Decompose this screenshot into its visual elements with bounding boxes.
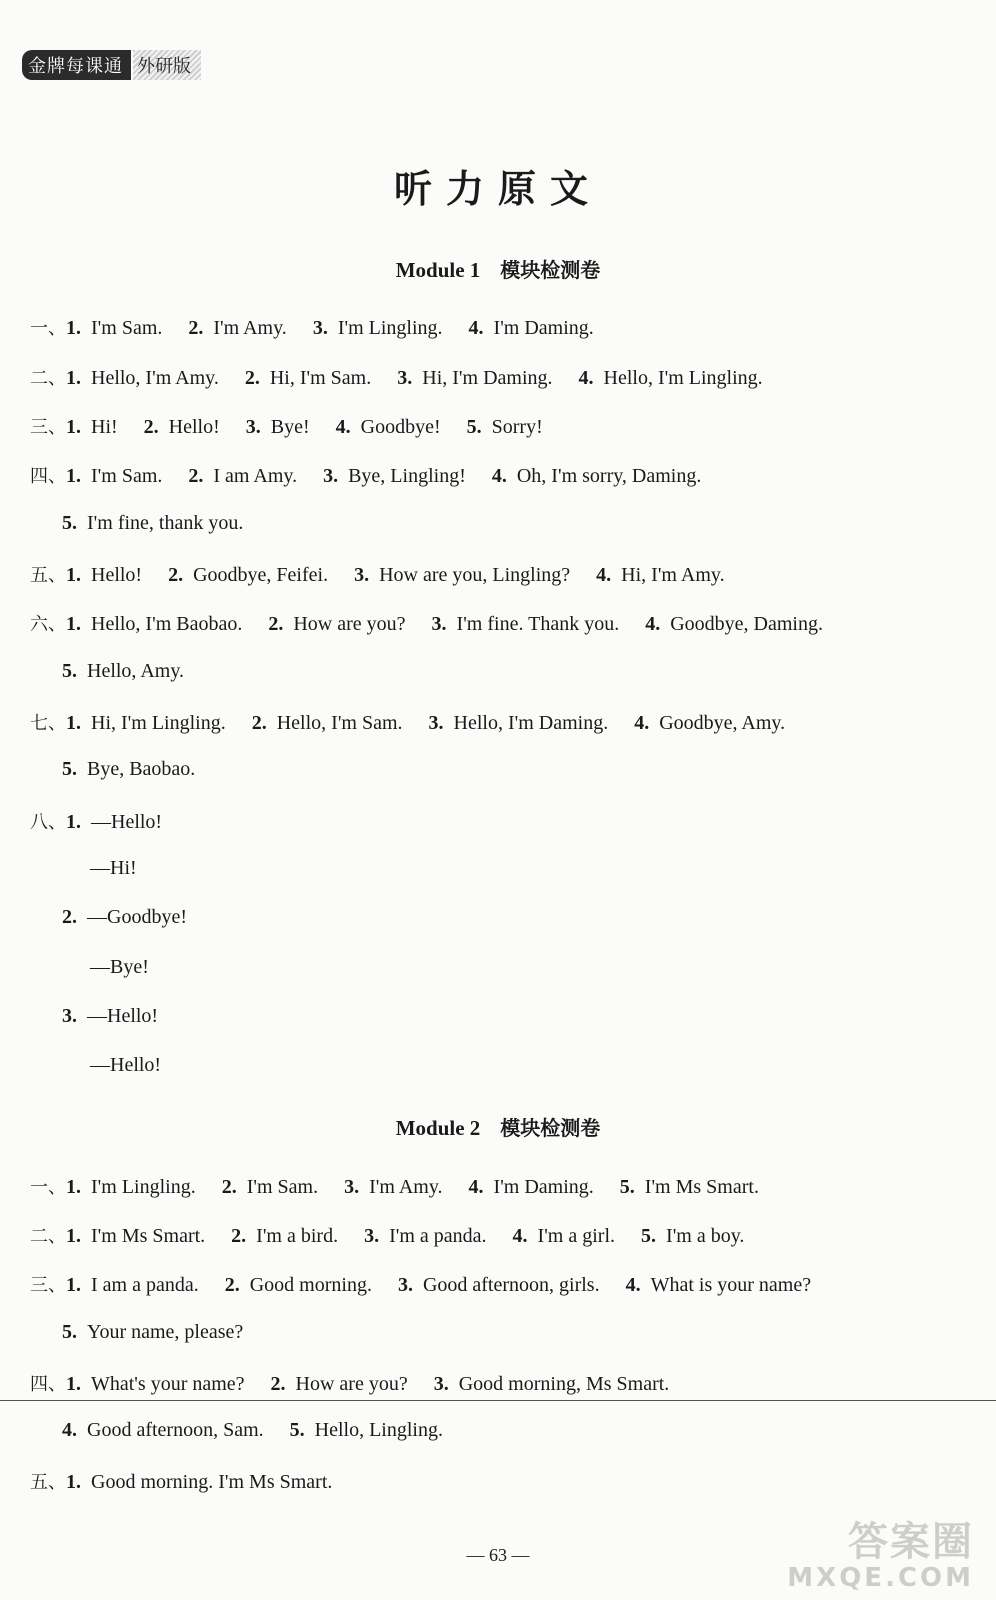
item-text: —Bye!	[90, 956, 149, 978]
item-number: 2.	[244, 367, 260, 389]
transcript-item	[66, 811, 162, 834]
item-number: 3.	[312, 317, 328, 339]
transcript-line	[30, 610, 849, 636]
transcript-line	[30, 1468, 358, 1494]
transcript-item	[364, 1225, 486, 1248]
transcript-item	[245, 367, 371, 390]
transcript-item	[90, 956, 149, 979]
item-text: Hello, Amy.	[87, 660, 185, 682]
transcript-item	[246, 416, 310, 439]
edition-label: 外研版	[133, 50, 201, 80]
item-text: Hi, I'm Daming.	[422, 367, 553, 389]
item-number: 2.	[224, 1274, 240, 1296]
item-number: 2.	[270, 1373, 286, 1395]
item-number: 1.	[66, 367, 81, 389]
transcript-line	[30, 413, 569, 439]
series-badge	[22, 52, 201, 78]
item-text: I'm Sam.	[91, 317, 163, 339]
item-text: I'm Ms Smart.	[644, 1176, 759, 1198]
transcript-item	[188, 465, 297, 488]
transcript-line	[62, 1419, 469, 1442]
item-number: 2.	[231, 1225, 247, 1247]
transcript-item	[634, 712, 785, 735]
item-text: Sorry!	[491, 416, 543, 438]
item-text: Good morning, Ms Smart.	[458, 1373, 670, 1395]
item-text: Oh, I'm sorry, Daming.	[516, 465, 702, 487]
transcript-item	[62, 1321, 243, 1344]
item-text: I'm Lingling.	[91, 1176, 196, 1198]
item-number: 1.	[66, 1471, 81, 1493]
section-number: 三、	[30, 1275, 66, 1296]
item-text: Bye, Baobao.	[87, 758, 196, 780]
transcript-line	[30, 1370, 695, 1396]
item-number: 3.	[431, 613, 447, 635]
item-number: 5.	[641, 1225, 657, 1247]
transcript-item	[271, 1373, 408, 1396]
item-text: I'm a bird.	[256, 1225, 339, 1247]
transcript-line	[62, 906, 213, 929]
section-number: 六、	[30, 614, 66, 635]
module-1-heading	[0, 254, 996, 283]
item-number: 1.	[66, 416, 81, 438]
section-number: 一、	[30, 318, 66, 339]
item-number: 1.	[66, 1225, 81, 1247]
module-subtitle: 模块检测卷	[500, 258, 601, 282]
item-text: Goodbye, Amy.	[659, 712, 786, 734]
transcript-item	[225, 1274, 372, 1297]
item-text: Hello, I'm Lingling.	[603, 367, 763, 389]
item-text: I'm Sam.	[91, 465, 163, 487]
transcript-item	[66, 1373, 245, 1396]
transcript-item	[354, 564, 570, 587]
item-number: 2.	[143, 416, 159, 438]
item-text: How are you, Lingling?	[379, 564, 571, 586]
transcript-line	[30, 314, 620, 340]
item-text: I'm Amy.	[213, 317, 287, 339]
item-text: Hi, I'm Lingling.	[91, 712, 226, 734]
item-number: 1.	[66, 613, 81, 635]
item-number: 1.	[66, 811, 81, 833]
transcript-item	[66, 564, 142, 587]
transcript-line	[90, 857, 163, 880]
item-number: 3.	[354, 564, 370, 586]
transcript-item	[467, 416, 543, 439]
transcript-line	[62, 660, 210, 683]
transcript-item	[66, 465, 162, 488]
transcript-item	[290, 1419, 443, 1442]
transcript-item	[626, 1274, 812, 1297]
item-number: 5.	[619, 1176, 635, 1198]
section-number: 二、	[30, 1226, 66, 1247]
module-name: Module 1	[395, 258, 481, 282]
transcript-item	[66, 416, 118, 439]
transcript-item	[62, 1005, 158, 1028]
transcript-item	[641, 1225, 744, 1248]
item-text: I am Amy.	[213, 465, 298, 487]
transcript-line	[30, 561, 751, 587]
item-text: I'm Sam.	[246, 1176, 319, 1198]
item-text: How are you?	[293, 613, 406, 635]
item-number: 2.	[168, 564, 184, 586]
transcript-line	[30, 1173, 785, 1199]
watermark-line-1: 答案圈	[848, 1519, 974, 1565]
transcript-item	[90, 857, 137, 880]
item-number: 5.	[62, 1321, 77, 1343]
transcript-item	[344, 1176, 442, 1199]
item-text: I'm a girl.	[537, 1225, 616, 1247]
section-number: 一、	[30, 1177, 66, 1198]
item-number: 4.	[578, 367, 594, 389]
transcript-line	[30, 709, 811, 735]
item-text: I'm Daming.	[493, 317, 594, 339]
item-text: Bye!	[270, 416, 310, 438]
item-text: —Hello!	[90, 1054, 162, 1076]
item-number: 2.	[188, 317, 204, 339]
transcript-item	[398, 1274, 600, 1297]
transcript-item	[66, 1274, 199, 1297]
item-number: 4.	[62, 1419, 77, 1441]
item-text: How are you?	[295, 1373, 408, 1395]
item-number: 4.	[512, 1225, 528, 1247]
item-number: 1.	[66, 1373, 81, 1395]
transcript-item	[62, 512, 243, 535]
series-name: 金牌每课通	[22, 50, 131, 80]
item-text: What is your name?	[650, 1274, 812, 1296]
item-text: Good morning. I'm Ms Smart.	[91, 1471, 333, 1493]
module-2-heading	[0, 1112, 996, 1141]
item-text: Hello, I'm Sam.	[276, 712, 403, 734]
watermark-logo	[774, 1519, 974, 1593]
transcript-item	[62, 906, 187, 929]
transcript-item	[62, 758, 195, 781]
transcript-line	[90, 1054, 187, 1077]
transcript-line	[62, 512, 269, 535]
transcript-item	[645, 613, 823, 636]
transcript-item	[492, 465, 702, 488]
transcript-line	[30, 1222, 770, 1248]
item-text: Good afternoon, girls.	[422, 1274, 600, 1296]
transcript-item	[62, 660, 184, 683]
item-text: I am a panda.	[91, 1274, 199, 1296]
module-subtitle: 模块检测卷	[500, 1116, 601, 1140]
transcript-item	[469, 317, 594, 340]
transcript-item	[513, 1225, 615, 1248]
page-number: — 63 —	[466, 1545, 530, 1565]
transcript-item	[222, 1176, 318, 1199]
item-number: 2.	[251, 712, 267, 734]
transcript-line	[30, 364, 789, 390]
item-number: 3.	[323, 465, 339, 487]
item-text: Bye, Lingling!	[348, 465, 466, 487]
section-number: 三、	[30, 417, 66, 438]
item-number: 4.	[634, 712, 650, 734]
item-text: I'm Lingling.	[337, 317, 443, 339]
transcript-item	[596, 564, 724, 587]
transcript-item	[66, 367, 219, 390]
item-text: Hello!	[91, 564, 143, 586]
item-number: 4.	[491, 465, 507, 487]
item-text: Hi, I'm Amy.	[621, 564, 725, 586]
item-number: 5.	[289, 1419, 305, 1441]
item-number: 4.	[596, 564, 612, 586]
item-text: I'm a boy.	[666, 1225, 745, 1247]
transcript-item	[62, 1419, 264, 1442]
item-text: Goodbye, Feifei.	[193, 564, 329, 586]
item-text: Hello, Lingling.	[314, 1419, 443, 1441]
item-number: 3.	[397, 1274, 413, 1296]
item-text: —Hello!	[87, 1005, 159, 1027]
transcript-item	[66, 712, 226, 735]
transcript-item	[268, 613, 405, 636]
item-text: Goodbye!	[360, 416, 441, 438]
item-number: 3.	[245, 416, 261, 438]
transcript-item	[66, 1176, 196, 1199]
transcript-item	[231, 1225, 338, 1248]
item-number: 3.	[433, 1373, 449, 1395]
item-text: Your name, please?	[87, 1321, 244, 1343]
transcript-line	[30, 462, 727, 488]
item-text: I'm fine, thank you.	[87, 512, 244, 534]
item-text: I'm fine. Thank you.	[456, 613, 620, 635]
transcript-line	[30, 808, 188, 834]
item-text: Good afternoon, Sam.	[87, 1419, 264, 1441]
transcript-item	[188, 317, 286, 340]
item-text: I'm Amy.	[369, 1176, 443, 1198]
item-text: Hello!	[168, 416, 220, 438]
transcript-line	[62, 1321, 269, 1344]
transcript-item	[252, 712, 403, 735]
item-number: 3.	[428, 712, 444, 734]
transcript-item	[66, 1471, 332, 1494]
item-text: —Hello!	[91, 811, 163, 833]
transcript-line	[62, 758, 221, 781]
page-divider	[0, 1400, 996, 1401]
item-text: Good morning.	[249, 1274, 372, 1296]
transcript-item	[66, 1225, 205, 1248]
item-text: Hello, I'm Daming.	[453, 712, 609, 734]
item-number: 4.	[468, 317, 484, 339]
item-number: 4.	[625, 1274, 641, 1296]
item-number: 2.	[221, 1176, 237, 1198]
transcript-item	[313, 317, 443, 340]
item-number: 5.	[62, 660, 77, 682]
item-text: —Goodbye!	[87, 906, 187, 928]
section-number: 四、	[30, 466, 66, 487]
item-number: 3.	[62, 1005, 77, 1027]
item-number: 5.	[62, 512, 77, 534]
item-number: 3.	[397, 367, 413, 389]
item-number: 2.	[268, 613, 284, 635]
item-number: 2.	[188, 465, 204, 487]
item-text: Goodbye, Daming.	[670, 613, 823, 635]
transcript-item	[397, 367, 552, 390]
item-number: 1.	[66, 317, 81, 339]
transcript-item	[469, 1176, 594, 1199]
transcript-item	[168, 564, 328, 587]
item-number: 3.	[344, 1176, 360, 1198]
transcript-item	[336, 416, 441, 439]
item-number: 3.	[364, 1225, 380, 1247]
item-text: I'm Ms Smart.	[91, 1225, 206, 1247]
item-number: 2.	[62, 906, 77, 928]
watermark-line-2: MXQE.COM	[787, 1563, 974, 1593]
item-number: 4.	[468, 1176, 484, 1198]
item-number: 1.	[66, 564, 81, 586]
section-number: 五、	[30, 565, 66, 586]
transcript-item	[323, 465, 466, 488]
item-text: I'm a panda.	[389, 1225, 487, 1247]
item-number: 1.	[66, 1274, 81, 1296]
transcript-item	[144, 416, 220, 439]
transcript-item	[434, 1373, 670, 1396]
item-text: Hi, I'm Sam.	[269, 367, 372, 389]
item-text: What's your name?	[91, 1373, 245, 1395]
transcript-line	[90, 956, 175, 979]
item-number: 1.	[66, 712, 81, 734]
item-number: 1.	[66, 1176, 81, 1198]
item-text: Hi!	[91, 416, 118, 438]
item-number: 4.	[335, 416, 351, 438]
section-number: 八、	[30, 812, 66, 833]
item-text: —Hi!	[90, 857, 137, 879]
item-number: 4.	[645, 613, 661, 635]
section-number: 五、	[30, 1472, 66, 1493]
section-number: 四、	[30, 1374, 66, 1395]
transcript-line	[62, 1005, 184, 1028]
item-number: 1.	[66, 465, 81, 487]
item-text: Hello, I'm Amy.	[91, 367, 219, 389]
item-text: I'm Daming.	[493, 1176, 594, 1198]
transcript-item	[66, 317, 162, 340]
item-text: Hello, I'm Baobao.	[91, 613, 243, 635]
transcript-line	[30, 1271, 837, 1297]
transcript-item	[432, 613, 620, 636]
section-number: 七、	[30, 713, 66, 734]
page-title: 听力原文	[393, 166, 602, 211]
transcript-item	[90, 1054, 161, 1077]
item-number: 5.	[466, 416, 482, 438]
transcript-item	[66, 613, 242, 636]
item-number: 5.	[62, 758, 77, 780]
transcript-item	[620, 1176, 759, 1199]
transcript-item	[429, 712, 609, 735]
section-number: 二、	[30, 368, 66, 389]
module-name: Module 2	[395, 1116, 481, 1140]
transcript-item	[579, 367, 763, 390]
